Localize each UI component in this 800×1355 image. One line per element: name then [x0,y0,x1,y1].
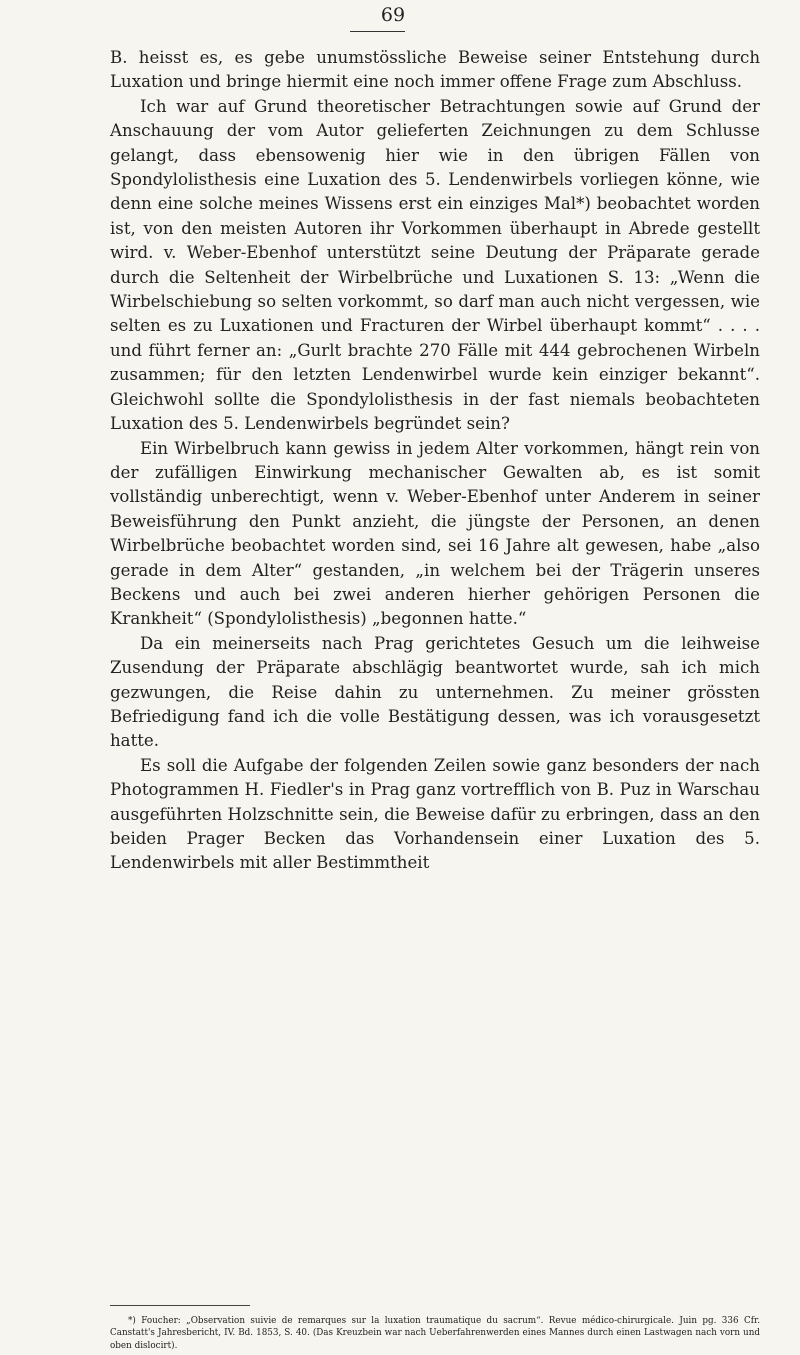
paragraph-1: B. heisst es, es gebe unumstössliche Beweise seiner Entstehung durch Luxation und bringe hiermit eine noch immer offene Frage zum Abschluss. [110,48,760,92]
paragraph-2: Ich war auf Grund theoretischer Betrachtungen sowie auf Grund der Anschauung der vom Autor gelieferten Zeichnungen zu dem Schlusse gelangt, dass ebensowenig hier wie in den übrigen Fällen von Spondylolisthesis eine Luxation des 5. Lendenwirbels vorliegen könne, wie denn eine solche meines Wissens erst ein einziges Mal*) beobachtet worden ist, von den meisten Autoren ihr Vorkommen überhaupt in Abrede gestellt wird. v. Weber-Ebenhof unterstützt seine Deutung der Präparate gerade durch die Seltenheit der Wirbelbrüche und Luxationen S. 13: „Wenn die Wirbelschiebung so selten vorkommt, so darf man auch nicht vergessen, wie selten es zu Luxationen und Fracturen der Wirbel überhaupt kommt“ . . . . und führt ferner an: „Gurlt brachte 270 Fälle mit 444 gebrochenen Wirbeln zusammen; für den letzten Lendenwirbel wurde kein einziger bekannt“. Gleichwohl sollte die Spondylolisthesis in der fast niemals beobachteten Luxation des 5. Lendenwirbels begründet sein? [110,96,760,434]
paragraph-3: Ein Wirbelbruch kann gewiss in jedem Alter vorkommen, hängt rein von der zufälligen Einwirkung mechanischer Gewalten ab, es ist somit vollständig unberechtigt, wenn v. Weber-Ebenhof unter Anderem in seiner Beweisführung den Punkt anzieht, die jüngste der Personen, an denen Wirbelbrüche beobachtet worden sind, sei 16 Jahre alt gewesen, habe „also gerade in dem Alter“ gestanden, „in welchem bei der Trägerin unseres Beckens und auch bei zwei anderen hierher gehörigen Personen die Krankheit“ (Spondylolisthesis) „begonnen hatte.“ [110,438,760,629]
footnote-text: *) Foucher: „Observation suivie de remarques sur la luxation traumatique du sacrum“. Revue médico-chirurgicale. Juin pg. 336 Cfr. Canstatt's Jahresbericht, IV. Bd. 1853, S. 40. (Das Kreuzbein war nach Ueberfahrenwerden eines Mannes durch einen Lastwagen nach vorn und oben dislocirt). [110,1316,760,1351]
paragraph-5: Es soll die Aufgabe der folgenden Zeilen sowie ganz besonders der nach Photogrammen H. Fiedler's in Prag ganz vortrefflich von B. Puz in Warschau ausgeführten Holzschnitte sein, die Beweise dafür zu erbringen, dass an den beiden Prager Becken das Vorhandensein einer Luxation des 5. Lendenwirbels mit aller Bestimmtheit [110,755,760,873]
paragraph-4: Da ein meinerseits nach Prag gerichtetes Gesuch um die leihweise Zusendung der Präparate abschlägig beantwortet wurde, sah ich mich gezwungen, die Reise dahin zu unternehmen. Zu meiner grössten Befriedigung fand ich die volle Bestätigung dessen, was ich vorausgesetzt hatte. [110,633,760,751]
main-text [110,46,760,876]
page-number: 69 [380,4,406,26]
header-rule [350,31,405,32]
footnote [110,1315,760,1352]
footnote-separator [110,1305,250,1306]
